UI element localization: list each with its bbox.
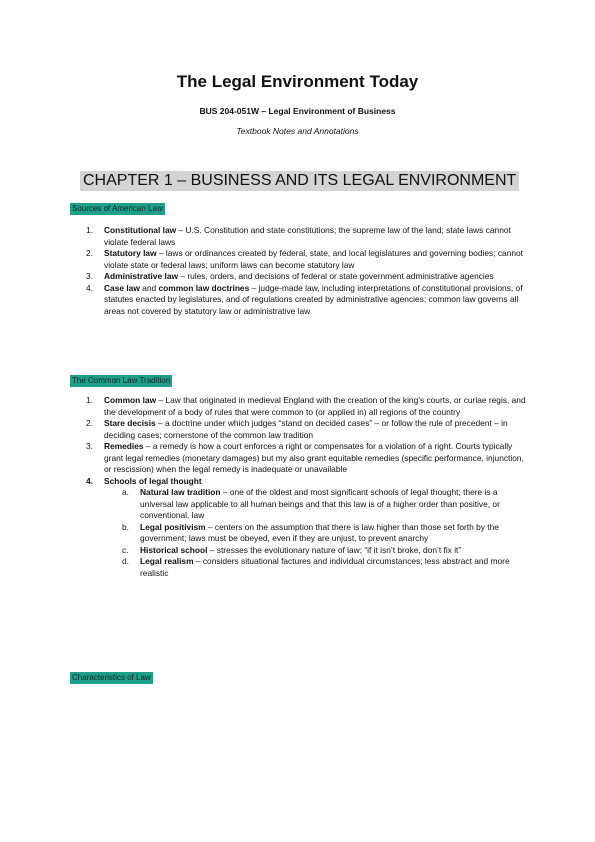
list-item: 4. Case law and common law doctrines – judge-made law, including interpretations of constitutional provisions, of statutes enacted by legislatures, and of regulations created by administrative agencies; common law governs all areas not covered by statutory law or administrative law [86,282,523,316]
sources-list [86,225,526,317]
common-law-list [86,395,526,579]
sublist-item: a. Natural law tradition – one of the oldest and most significant schools of legal thought; there is a universal law applicable to all human beings and that this law is of a higher order than positive, or conventional, law [122,487,500,520]
list-item: 1. Common law – Law that originated in medieval England with the creation of the king’s courts, or curiae regis, and the development of a body of rules that were common to (or applied in) all regions of the country [86,395,526,417]
sublist-item: c. Historical school – stresses the evolutionary nature of law; “if it isn’t broke, don’t fix it” [122,544,462,555]
list-item: 2. Statutory law – laws or ordinances created by federal, state, and local legislatures and governing bodies; cannot violate state or federal laws; uniform laws can become statutory law [86,248,523,270]
list-item: 3. Administrative law – rules, orders, and decisions of federal or state government administrative agencies [86,271,494,281]
list-item: 2. Stare decisis – a doctrine under which judges “stand on decided cases” – or follow the rule of precedent – in deciding cases; cornerstone of the common law tradition [86,418,508,440]
sublist-item: b. Legal positivism – centers on the assumption that there is law higher than those set forth by the government; laws must be obeyed, even if they are unjust, to prevent anarchy [122,521,499,543]
section-heading-common-law: The Common Law Tradition [72,376,171,385]
schools-sublist [104,487,526,579]
chapter-heading: CHAPTER 1 – BUSINESS AND ITS LEGAL ENVIRONMENT [80,171,519,191]
notes-subtitle: Textbook Notes and Annotations [236,126,359,136]
course-subtitle: BUS 204-051W – Legal Environment of Business [199,106,396,116]
section-heading-sources: Sources of American Law [72,204,163,213]
list-item: 3. Remedies – a remedy is how a court enforces a right or compensates for a violation of a right. Courts typically grant legal remedies (monetary damages) but my also grant equitable remedies (specific performance, injunction, or rescission) when the legal remedy is inadequate or unavailable [86,441,524,474]
list-item: 1. Constitutional law – U.S. Constitution and state constitutions; the supreme law of the land; state laws cannot violate federal laws [86,225,511,247]
section-heading-characteristics: Characteristics of Law [72,673,151,682]
document-title: The Legal Environment Today [176,72,419,91]
list-item: 4. Schools of legal thought a. Natural law tradition – one of the oldest and most significant schools of legal thought; there is a universal law applicable to all human beings and that this law is of a higher order than positive, or conventional, law b. Legal positivism – centers on the assumption that there is law higher than those set forth by the government; laws must be obeyed, even if they are unjust, to prevent anarchy c. Historical school – stresses the evolutionary nature of law; “if it isn’t broke, don’t fix it” d. Legal realism – considers situational factures and individual circumstances; less abstract and more realistic [86,476,526,580]
sublist-item: d. Legal realism – considers situational factures and individual circumstances; less abstract and more realistic [122,556,510,578]
